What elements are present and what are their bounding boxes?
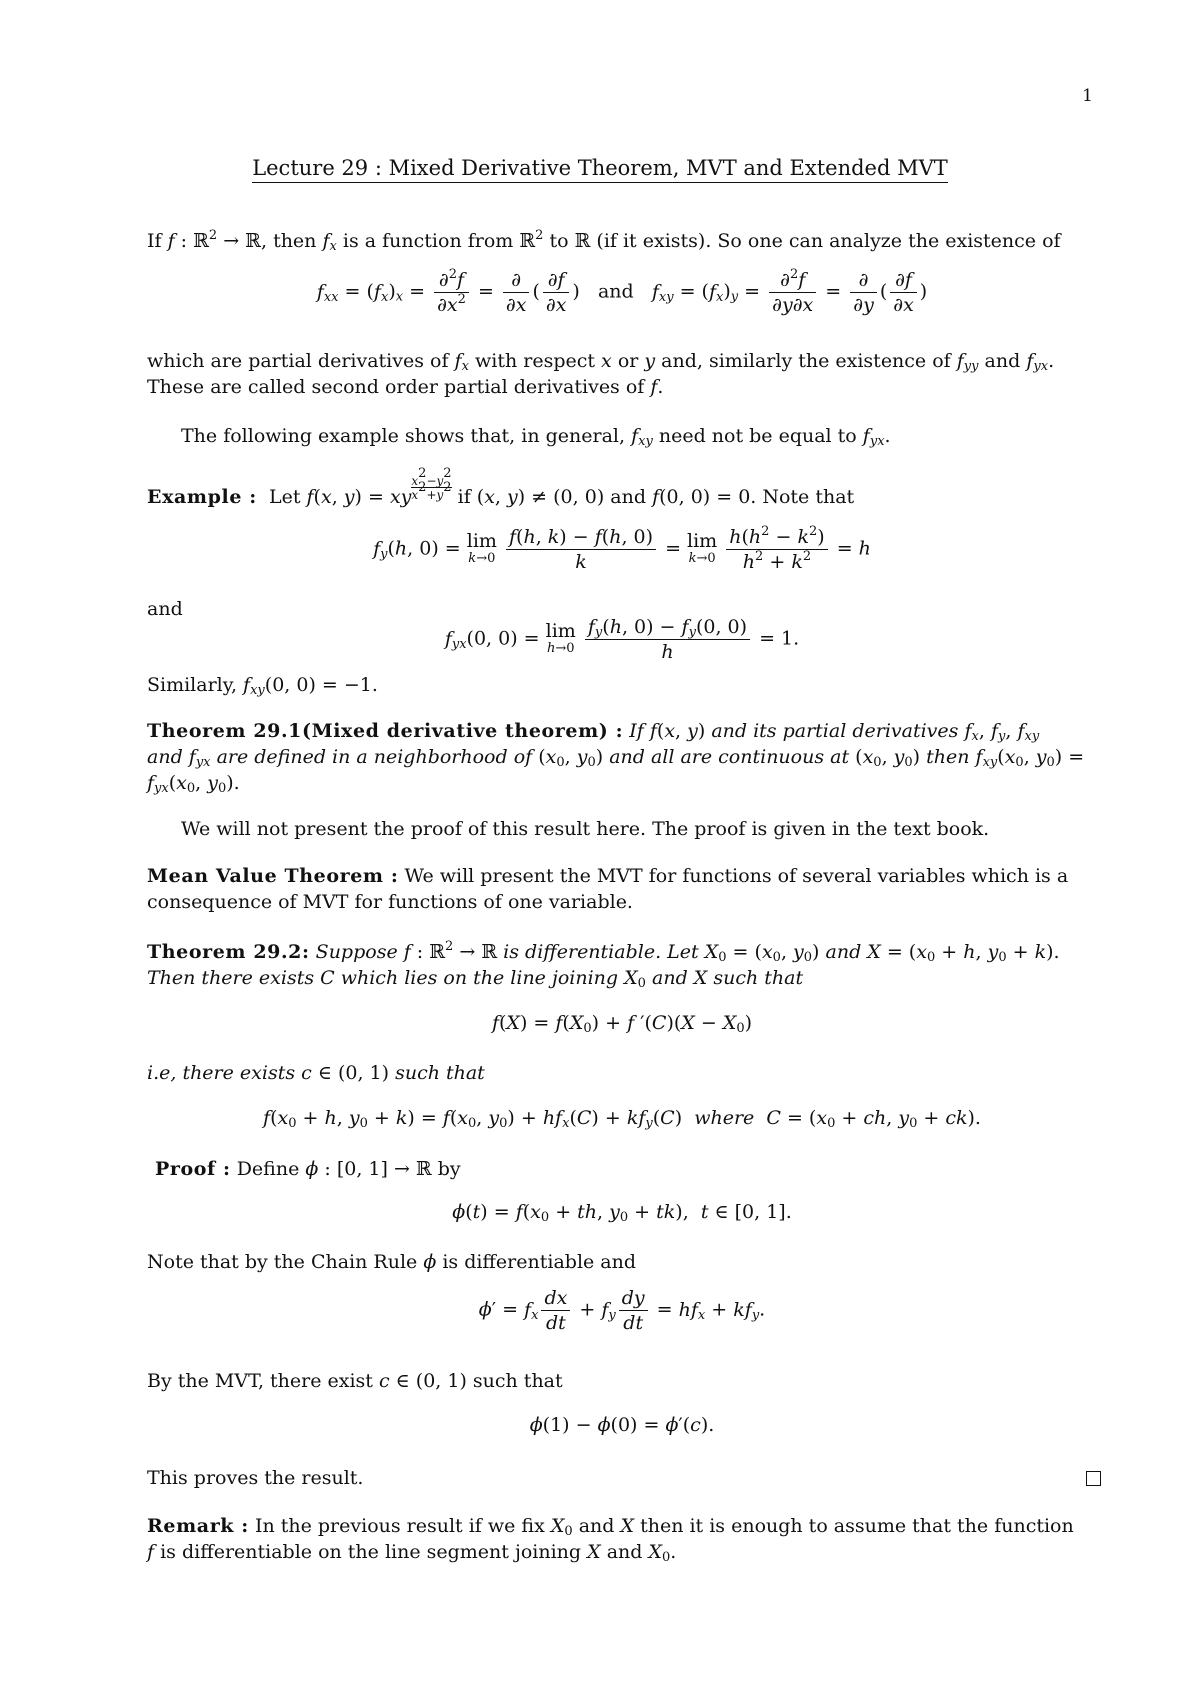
theorem-29-1: Theorem 29.1(Mixed derivative theorem) : If f(x, y) and its partial derivatives $f_x$, $f_y$, $f_{xy}$ and $f_{yx}$ are defined in a neighborhood of ($x_0$, $y_0$) and all are continuous at ($x_0$, $y_0$) then $f_{xy}(x_0$, $y_0$) = $f_{yx}(x_0$, $y_0$). <box>147 720 1085 796</box>
by-mvt-line: By the MVT, there exist c ∈ (0, 1) such that <box>147 1370 563 1392</box>
phi-mvt-equation: ϕ(1) − ϕ(0) = ϕ′(c). <box>529 1414 715 1436</box>
remark-paragraph: Remark : In the previous result if we fix $X_0$ and X then it is enough to assume that the function f is differentiable on the line segment joining X and $X_0$. <box>147 1515 1074 1565</box>
proof-define: Proof : Define ϕ : [0, 1] → ℝ by <box>155 1158 461 1180</box>
similarly-line: Similarly, $f_{xy}(0$, 0) = −1. <box>147 674 378 698</box>
and-line: and <box>147 598 183 620</box>
example-statement: Example : Let f(x, y) = xy $\frac{x^2-y^2}{x^2+y^2}$ if (x, y) ≠ (0, 0) and f(0, 0) = 0. Note that <box>147 466 855 508</box>
example-intro: The following example shows that, in general, $f_{xy}$ need not be equal to $f_{yx}$. <box>181 425 891 449</box>
intro-line: If f : ℝ$^2$ → ℝ, then $f_x$ is a function from ℝ$^2$ to ℝ (if it exists). So one can analyze the existence of <box>147 228 1061 254</box>
proof-not-present: We will not present the proof of this result here. The proof is given in the text book. <box>181 818 990 840</box>
proves-line: This proves the result. <box>147 1467 364 1489</box>
phi-derivative-equation: $\phi' = f_x$ $\frac{dx}{dt}$ + $f_y$ $\frac{dy}{dt}$ = $hf_x + kf_y$. <box>478 1287 766 1334</box>
partial-derivatives-paragraph: which are partial derivatives of $f_x$ with respect x or y and, similarly the existence of $f_{yy}$ and $f_{yx}$. These are called second order partial derivatives of f. <box>147 350 1055 398</box>
mvt-expanded-equation: $f(x_0 + h$, $y_0 + k) = f(x_0$, $y_0) + hf_x(C) + kf_y(C)$ where $C = (x_0$ + ch, $y_0 + ck$). <box>263 1107 981 1131</box>
qed-square-icon <box>1086 1471 1101 1486</box>
fy-limit-equation: $f_y(h$, 0) = lim k→0 $\frac{f(h, k) - f(h, 0)}{k}$ = lim k→0 $\frac{h(h^2 - k^2)}{h^2 + k^2}$ = h <box>373 524 871 573</box>
mean-value-theorem-intro: Mean Value Theorem : We will present the MVT for functions of several variables which is a consequence of MVT for functions of one variable. <box>147 865 1069 913</box>
lecture-title: Lecture 29 : Mixed Derivative Theorem, MVT and Extended MVT <box>0 156 1200 180</box>
second-derivative-definitions: $f_{xx} = (f_x)_x$ = $\frac{\partial^2f}{\partial x^2}$ = $\frac{\partial}{\partial x}$ ( $\frac{\partial f}{\partial x}$ ) and $f_{xy} = (f_x)_y$ = $\frac{\partial^2f}{\partial y\partial x}$ = $\frac{\partial}{\partial y}$ ( $\frac{\partial f}{\partial x}$ ) <box>316 267 928 316</box>
phi-definition: $\phi(t) = f(x_0$ + th, $y_0 + tk$), t ∈ [0, 1]. <box>452 1201 792 1225</box>
page-number: 1 <box>1082 86 1093 106</box>
ie-line: i.e, there exists c ∈ (0, 1) such that <box>147 1062 485 1084</box>
chain-rule-line: Note that by the Chain Rule ϕ is differentiable and <box>147 1251 637 1273</box>
theorem-29-2: Theorem 29.2: Suppose f : ℝ$^2$ → ℝ is differentiable. Let $X_0 = (x_0$, $y_0$) and $X = (x_0 + h$, $y_0 + k$). Then there exists C which lies on the line joining $X_0$ and X such that <box>147 939 1060 991</box>
fyx-limit-equation: $f_{yx}(0$, 0) = lim h→0 $\frac{f_y(h, 0) - f_y(0, 0)}{h}$ = 1. <box>444 616 800 663</box>
mvt-equation: $f(X) = f(X_0) + f$ $'(C)(X - X_0)$ <box>491 1012 753 1036</box>
